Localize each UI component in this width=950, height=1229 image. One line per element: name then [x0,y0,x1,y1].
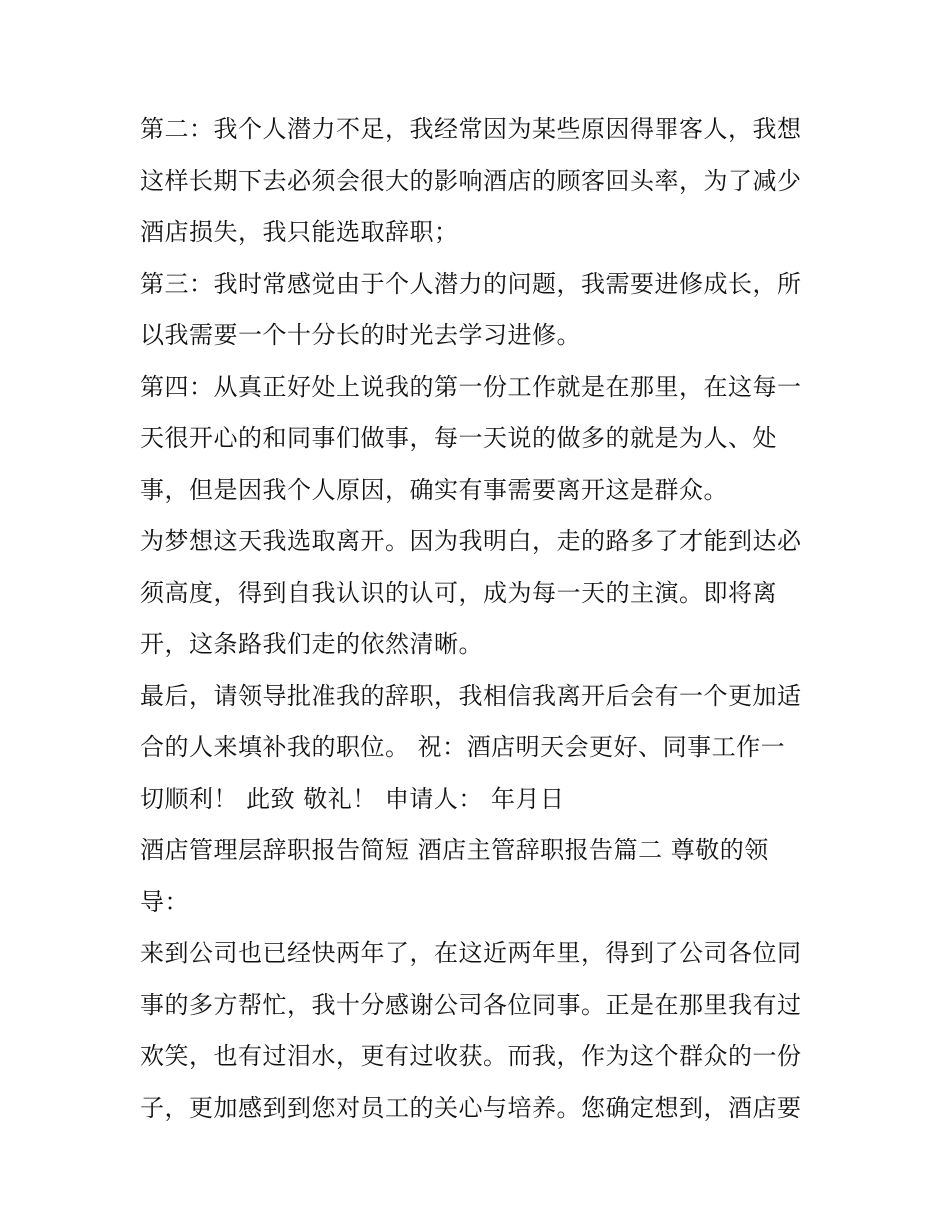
text-line: 第四：从真正好处上说我的第一份工作就是在那里，在这每一 [140,372,802,401]
text-line: 酒店管理层辞职报告简短 酒店主管辞职报告篇二 尊敬的领 [140,836,769,864]
text-line: 天很开心的和同事们做事，每一天说的做多的就是为人、处 [140,424,777,452]
text-line: 事，但是因我个人原因，确实有事需要离开这是群众。 [140,475,728,504]
text-line: 来到公司也已经快两年了，在这近两年里，得到了公司各位同 [140,939,802,967]
text-line: 事的多方帮忙，我十分感谢公司各位同事。正是在那里我有过 [140,990,802,1019]
text-line: 开，这条路我们走的依然清晰。 [140,630,483,658]
text-line: 第二：我个人潜力不足，我经常因为某些原因得罪客人，我想 [140,115,802,143]
text-line: 这样长期下去必须会很大的影响酒店的顾客回头率，为了减少 [140,166,802,195]
text-line: 为梦想这天我选取离开。因为我明白，走的路多了才能到达必 [140,527,802,555]
text-line: 以我需要一个十分长的时光去学习进修。 [140,321,581,349]
text-line: 合的人来填补我的职位。 祝：酒店明天会更好、同事工作一 [140,733,786,761]
text-line: 切顺利！ 此致 敬礼！ 申请人： 年月日 [140,784,565,813]
text-line: 第三：我时常感觉由于个人潜力的问题，我需要进修成长，所 [140,269,802,298]
document-body [140,107,820,1137]
text-line: 最后，请领导批准我的辞职，我相信我离开后会有一个更加适 [140,681,802,710]
text-line: 欢笑，也有过泪水，更有过收获。而我，作为这个群众的一份 [140,1042,802,1070]
text-line: 须高度，得到自我认识的认可，成为每一天的主演。即将离 [140,578,777,607]
text-line: 导： [140,887,189,916]
text-line: 酒店损失，我只能选取辞职； [140,218,459,246]
text-line: 子，更加感到到您对员工的关心与培养。您确定想到，酒店要 [140,1093,802,1122]
